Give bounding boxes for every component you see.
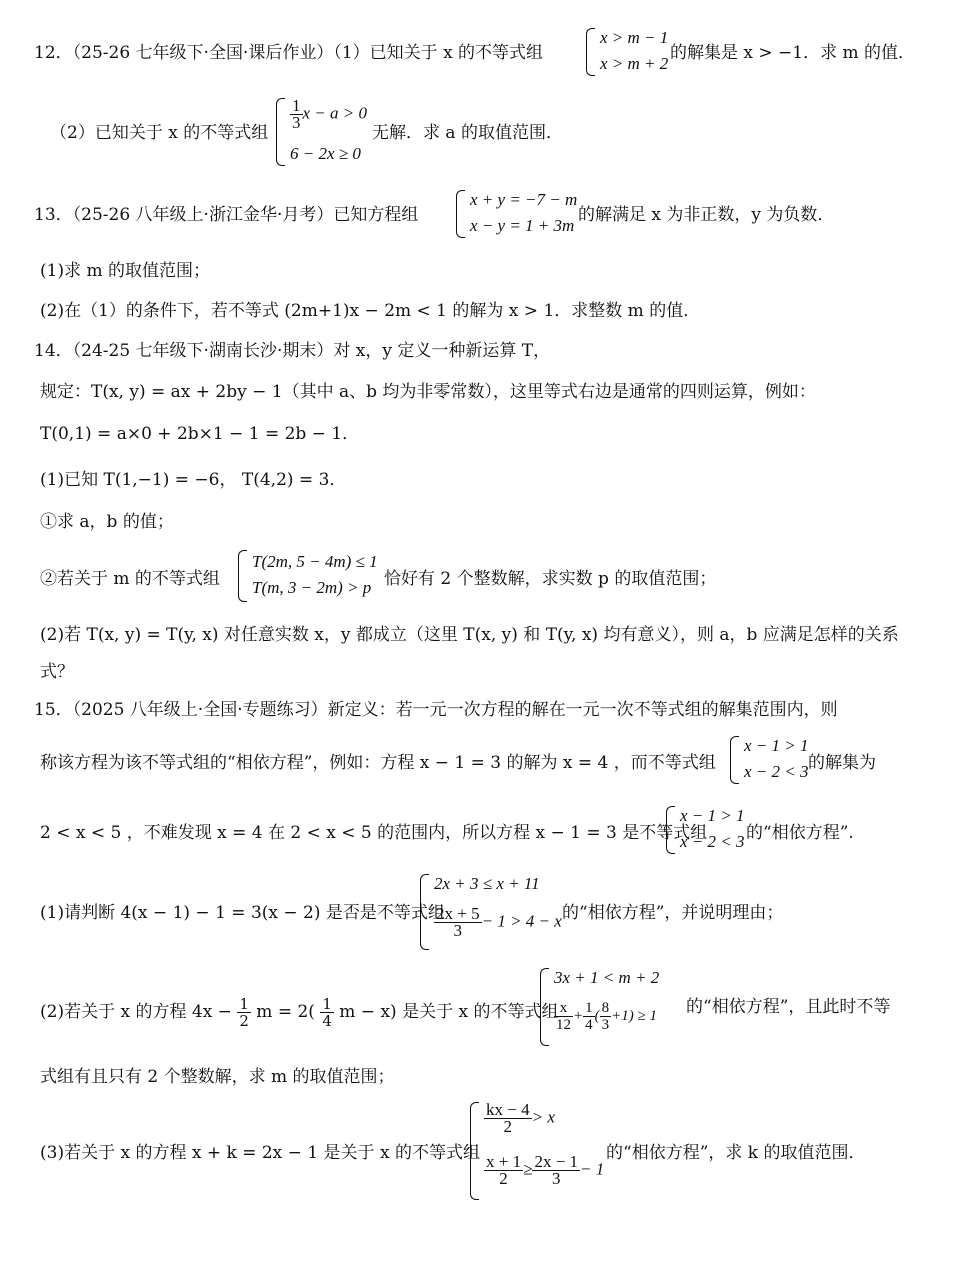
sys-row: x − y = 1 + 3m bbox=[470, 216, 575, 235]
sys-row: x + y = −7 − m bbox=[470, 190, 578, 209]
brace bbox=[586, 28, 595, 76]
numerator: 1 bbox=[292, 96, 301, 115]
q12-system2 bbox=[276, 96, 376, 168]
q15-example-system bbox=[730, 734, 810, 786]
q14-line2: 规定：T(x, y) = ax + 2by − 1（其中 a、b 均为非零常数），这里等式右边是通常的四则运算，例如： bbox=[40, 382, 816, 402]
q13-part2: (2)在（1）的条件下，若不等式 (2m+1)x − 2m < 1 的解为 x > 1．求整数 m 的值． bbox=[40, 301, 701, 321]
q12-line2-end: 无解．求 a 的取值范围． bbox=[372, 123, 563, 143]
sys-row bbox=[434, 906, 562, 939]
brace bbox=[456, 190, 465, 238]
relation-sign: ≥ bbox=[523, 1159, 533, 1179]
q14-part2-line2: 式？ bbox=[40, 662, 74, 682]
q13-system bbox=[456, 188, 580, 240]
fraction bbox=[600, 1000, 612, 1033]
sys-row: x > m − 1 bbox=[600, 28, 669, 47]
sys-row: 3x + 1 < m + 2 bbox=[554, 968, 660, 987]
q15-part1-system bbox=[420, 872, 564, 952]
q13-part1: (1)求 m 的取值范围； bbox=[40, 261, 211, 281]
q13-line1-end: 的解满足 x 为非正数，y 为负数． bbox=[578, 205, 835, 225]
q14-part1a: ①求 a，b 的值； bbox=[40, 512, 174, 532]
q14-part1b-end: 恰好有 2 个整数解，求实数 p 的取值范围； bbox=[384, 569, 717, 589]
q15-line2-end: 的解集为 bbox=[808, 753, 876, 773]
q14-part1b-start: ②若关于 m 的不等式组 bbox=[40, 569, 220, 589]
denominator: 4 bbox=[322, 1012, 332, 1030]
q15-part3-system bbox=[470, 1100, 610, 1204]
denominator: 3 bbox=[453, 921, 463, 940]
q12-line1-end: 的解集是 x > −1．求 m 的值． bbox=[670, 43, 916, 63]
q15-part1-start: (1)请判断 4(x − 1) − 1 = 3(x − 2) 是否是不等式组 bbox=[40, 903, 445, 923]
fraction bbox=[484, 1102, 532, 1135]
brace bbox=[420, 874, 429, 950]
sys-row: x − 2 < 3 bbox=[680, 832, 745, 851]
numerator: kx − 4 bbox=[486, 1100, 530, 1119]
numerator: 8 bbox=[601, 1000, 610, 1016]
fraction bbox=[583, 1000, 595, 1033]
numerator: x + 1 bbox=[486, 1152, 522, 1171]
sys-row: x > m + 2 bbox=[600, 54, 669, 73]
brace bbox=[276, 98, 285, 166]
sys-row bbox=[290, 98, 367, 131]
sys-row bbox=[484, 1154, 604, 1187]
q12-system1 bbox=[586, 26, 676, 78]
q14-part1: (1)已知 T(1,−1) = −6， T(4,2) = 3． bbox=[40, 470, 347, 490]
sys-row: T(2m, 5 − 4m) ≤ 1 bbox=[252, 552, 378, 571]
sys-row: x − 1 > 1 bbox=[744, 736, 809, 755]
denominator: 12 bbox=[556, 1017, 571, 1033]
brace bbox=[730, 736, 739, 784]
numerator: x bbox=[554, 1000, 573, 1017]
q15-part2-line1-end: 的“相依方程”，且此时不等 bbox=[686, 997, 891, 1017]
fraction bbox=[532, 1154, 580, 1187]
q15-line3-end: 的“相依方程”. bbox=[746, 823, 854, 843]
q15-part3-start: (3)若关于 x 的方程 x + k = 2x − 1 是关于 x 的不等式组 bbox=[40, 1143, 480, 1163]
sys-row: T(m, 3 − 2m) > p bbox=[252, 578, 372, 597]
sys-row-tail: − 1 bbox=[580, 1159, 605, 1179]
denominator: 2 bbox=[239, 1012, 249, 1030]
denominator: 2 bbox=[503, 1117, 513, 1136]
sys-row: x − 2 < 3 bbox=[744, 762, 809, 781]
sys-row-tail: − 1 > 4 − x bbox=[481, 911, 562, 931]
fraction bbox=[434, 906, 482, 939]
sys-row: 6 − 2x ≥ 0 bbox=[290, 144, 361, 163]
fraction bbox=[290, 98, 303, 131]
q14-line3: T(0,1) = a×0 + 2b×1 − 1 = 2b − 1． bbox=[40, 424, 360, 444]
fraction bbox=[554, 1000, 573, 1033]
q15-part1-end: 的“相依方程”，并说明理由； bbox=[562, 903, 784, 923]
denominator: 3 bbox=[292, 113, 301, 132]
q15-example-system-2 bbox=[666, 804, 746, 856]
numerator: 2x + 5 bbox=[436, 904, 480, 923]
q15-line1: 15．（2025 八年级上·全国·专题练习）新定义：若一元一次方程的解在一元一次不等式组的解集范围内，则 bbox=[34, 700, 838, 720]
sys-row-tail: > x bbox=[531, 1107, 555, 1127]
sys-row: $\frac{x}{12}$ + $\frac{1}{4}$ ( $\frac{8}{3}$ +1) ≥ 1 bbox=[556, 1000, 657, 1033]
fraction bbox=[237, 996, 251, 1029]
q15-part2-text-b: m = 2( bbox=[256, 1002, 315, 1022]
sys-row-tail: +1) ≥ 1 bbox=[611, 1007, 657, 1024]
sys-row: x − 1 > 1 bbox=[680, 806, 745, 825]
sys-row-tail: x − a > 0 bbox=[302, 103, 367, 123]
brace bbox=[470, 1102, 479, 1200]
numerator: 1 bbox=[322, 995, 332, 1013]
denominator: 4 bbox=[585, 1017, 593, 1033]
numerator: 1 bbox=[585, 1000, 593, 1016]
brace bbox=[666, 806, 675, 854]
numerator: 2x − 1 bbox=[534, 1152, 579, 1171]
numerator: 1 bbox=[239, 995, 249, 1013]
q14-system bbox=[238, 548, 384, 604]
brace bbox=[540, 968, 549, 1046]
q15-part2-text-c: m − x) 是关于 x 的不等式组 bbox=[339, 1002, 559, 1022]
q15-part3-end: 的“相依方程”，求 k 的取值范围． bbox=[606, 1143, 866, 1163]
sys-row bbox=[484, 1102, 555, 1135]
q15-part2-line1 bbox=[40, 996, 558, 1029]
denominator: 3 bbox=[601, 1017, 610, 1033]
denominator: 2 bbox=[499, 1169, 508, 1188]
q14-line1: 14．（24-25 七年级下·湖南长沙·期末）对 x，y 定义一种新运算 T， bbox=[34, 341, 551, 361]
fraction bbox=[484, 1154, 523, 1187]
sys-row: 2x + 3 ≤ x + 11 bbox=[434, 874, 540, 893]
q15-line2-start: 称该方程为该不等式组的“相依方程”，例如：方程 x − 1 = 3 的解为 x = 4 ，而不等式组 bbox=[40, 753, 716, 773]
q15-part2-system bbox=[540, 966, 690, 1048]
q13-line1-start: 13．（25-26 八年级上·浙江金华·月考）已知方程组 bbox=[34, 205, 419, 225]
q12-line2-start: （2）已知关于 x 的不等式组 bbox=[50, 123, 269, 143]
plus-sign: + bbox=[573, 1007, 584, 1024]
q12-line1-start: 12．（25-26 七年级下·全国·课后作业）（1）已知关于 x 的不等式组 bbox=[34, 43, 544, 63]
q15-line3-start: 2 < x < 5 ，不难发现 x = 4 在 2 < x < 5 的范围内，所以方程 x − 1 = 3 是不等式组 bbox=[40, 823, 708, 843]
fraction bbox=[320, 996, 334, 1029]
q14-part2-line1: (2)若 T(x, y) = T(y, x) 对任意实数 x，y 都成立（这里 T(x, y) 和 T(y, x) 均有意义），则 a，b 应满足怎样的关系 bbox=[40, 625, 899, 645]
denominator: 3 bbox=[551, 1169, 561, 1188]
q15-part2-text-a: (2)若关于 x 的方程 4x − bbox=[40, 1002, 232, 1022]
q15-part2-line2: 式组有且只有 2 个整数解，求 m 的取值范围； bbox=[40, 1067, 395, 1087]
brace bbox=[238, 550, 247, 602]
